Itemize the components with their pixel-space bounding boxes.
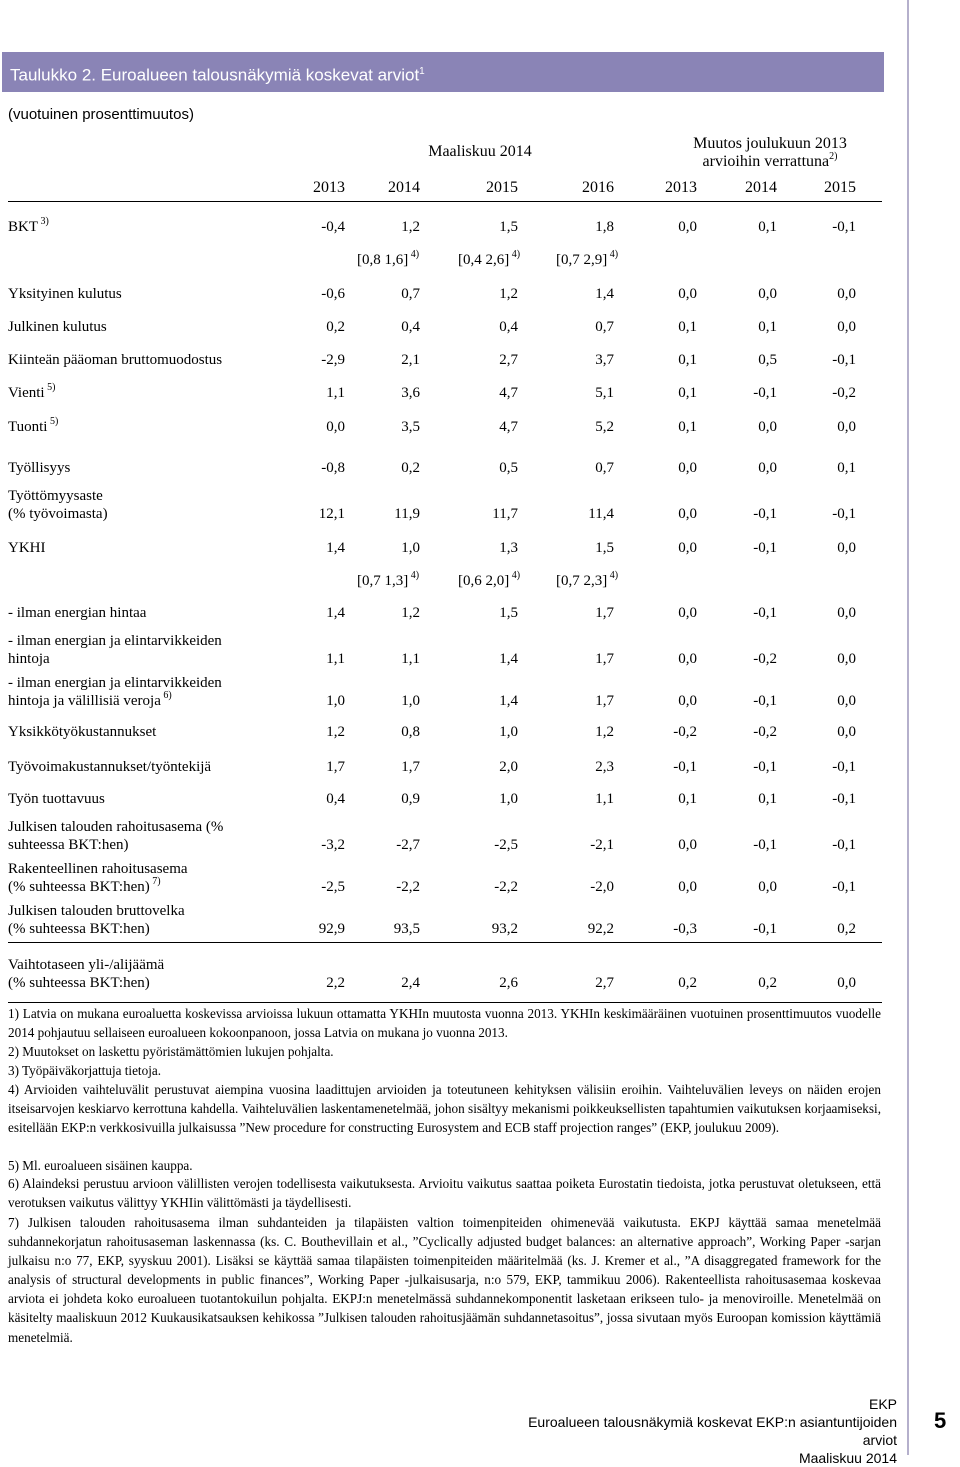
- table-cell: 2,3: [595, 759, 614, 775]
- footnote: 4) Arvioiden vaihteluvälit perustuvat aiempina vuosina laadittujen arvioiden ja toteutuneen kehityksen välisiin eroihin. Vaihteluvälien leveys on näiden erojen itseisarvojen keskiarvo kerrottuna kahdella. Vaihteluvälien laskentamenetelmää, johon sisältyy mekanismi poikkeuksellisten tapahtumien vaikutuksen korjaamiseksi, esitellään EKP:n verkkosivuilla julkaisussa ”New procedure for constructing Eurosystem and ECB staff projection ranges” (EKP, joulukuu 2009).: [8, 1082, 881, 1136]
- table-cell: 0,0: [678, 879, 697, 895]
- table-cell: 93,2: [491, 921, 518, 937]
- table-cell: -2,2: [494, 879, 518, 895]
- table-cell: 1,7: [595, 605, 614, 621]
- table-cell: 2,6: [499, 975, 518, 991]
- table-cell: 4,7: [499, 419, 518, 435]
- table-cell: 4,7: [499, 385, 518, 401]
- header-year: 2013: [313, 179, 345, 196]
- row-label: Rakenteellinen rahoitusasema (% suhteessa BKT:hen) $^{7)}$: [8, 861, 188, 895]
- table-cell: 0,0: [678, 219, 697, 235]
- table-cell: 1,1: [326, 651, 345, 667]
- table-cell: 1,2: [401, 219, 420, 235]
- table-cell: 0,0: [837, 975, 856, 991]
- table-cell: -2,0: [590, 879, 614, 895]
- range-cell: [0,7 1,3] $^{4)}$: [356, 570, 420, 589]
- header-year: 2013: [665, 179, 697, 196]
- table-cell: -0,1: [832, 506, 856, 522]
- table-cell: 1,8: [595, 219, 614, 235]
- row-label: Työvoimakustannukset/työntekijä: [8, 759, 212, 775]
- table-cell: -0,8: [321, 460, 345, 476]
- table-cell: 1,4: [326, 605, 345, 621]
- header-rule: [8, 201, 882, 202]
- table-rule-bottom: [8, 1002, 882, 1003]
- table-cell: 0,7: [595, 319, 614, 335]
- table-cell: 0,1: [837, 460, 856, 476]
- table-cell: -0,1: [832, 352, 856, 368]
- table-cell: -0,1: [753, 693, 777, 709]
- table-cell: 1,2: [326, 724, 345, 740]
- table-title-text: Taulukko 2. Euroalueen talousnäkymiä koskevat arviot: [10, 65, 420, 85]
- range-cell: [0,8 1,6] $^{4)}$: [356, 249, 420, 268]
- table-cell: 5,2: [595, 419, 614, 435]
- table-cell: 1,5: [595, 540, 614, 556]
- table-cell: 92,2: [587, 921, 614, 937]
- table-cell: 0,0: [837, 419, 856, 435]
- table-cell: 1,7: [595, 651, 614, 667]
- table-cell: 0,1: [758, 219, 777, 235]
- footnote: 3) Työpäiväkorjattuja tietoja.: [8, 1063, 162, 1078]
- table-cell: 11,4: [588, 506, 614, 522]
- table-cell: 1,4: [499, 651, 518, 667]
- table-cell: -0,1: [753, 759, 777, 775]
- table-cell: 1,0: [499, 724, 518, 740]
- footnote: 6) Alaindeksi perustuu arvioon välillisten verojen todellisesta vaikutuksesta. Arvioitu vaikutus saattaa poiketa Eurostatin tiedoista, jotka perustuvat oletukseen, että verotuksen vaikutus välittyy YKHIin välittömästi ja täydellisesti.: [8, 1176, 881, 1211]
- table-cell: 0,0: [758, 879, 777, 895]
- table-cell: -2,5: [321, 879, 345, 895]
- table-cell: 0,0: [678, 837, 697, 853]
- table-cell: 0,0: [678, 651, 697, 667]
- footnote: 1) Latvia on mukana euroaluetta koskevissa arvioissa lukuun ottamatta YKHIn muutosta vuonna 2013. YKHIn keskimääräinen vuotuinen prosenttimuutos vuodelle 2014 pohjautuu sellaiseen euroalueen kokoonpanoon, jossa Latvia on mukana jo vuonna 2013.: [8, 1006, 881, 1041]
- table-cell: 0,7: [401, 286, 420, 302]
- table-cell: 1,1: [401, 651, 420, 667]
- footer-publication: Euroalueen talousnäkymiä koskevat EKP:n asiantuntijoiden arviot: [528, 1414, 897, 1448]
- table-cell: 0,0: [678, 506, 697, 522]
- table-cell: -2,7: [396, 837, 420, 853]
- row-label: Työllisyys: [8, 460, 71, 476]
- table-cell: -0,1: [832, 837, 856, 853]
- table-cell: -0,1: [753, 540, 777, 556]
- table-cell: 0,0: [678, 693, 697, 709]
- page-edge-rule: [907, 0, 909, 1455]
- table-cell: 0,2: [678, 975, 697, 991]
- page-footer: [500, 1395, 897, 1467]
- table-cell: -0,3: [673, 921, 697, 937]
- table-cell: 0,4: [326, 791, 345, 807]
- table-cell: -0,1: [753, 837, 777, 853]
- table-cell: 1,7: [595, 693, 614, 709]
- table-cell: 1,7: [401, 759, 420, 775]
- table-cell: 1,1: [595, 791, 614, 807]
- header-year: 2015: [824, 179, 856, 196]
- row-label: Tuonti $^{5)}$: [8, 416, 59, 435]
- header-year: 2016: [582, 179, 614, 196]
- table-cell: 5,1: [595, 385, 614, 401]
- table-cell: -0,1: [832, 759, 856, 775]
- footnote: 7) Julkisen talouden rahoitusasema ilman suhdanteiden ja tilapäisten valtion toimenpiteiden ohimenevää vaikutusta. EKPJ käyttää samaa menetelmää suhdannekorjatun rahoitusaseman laskennassa (ks. C. Bouthevillain et al., ”Cyclically adjusted budget balances: an alternative approach”, Working Paper -sarjan julkaisu n:o 77, EKP, syyskuu 2001). Lisäksi se käyttää samaa tilapäisten toimenpiteiden määritelmää (ks. J. Kremer et al., ”A disaggregated framework for the analysis of structural developments in public finances”, Working Paper -julkaisusarja, n:o 579, EKP, tammikuu 2006). Rakenteellista rahoitusasemaa koskevaa arviota ei johdeta koko euroalueen tuotantokuilun pohjalta. EKPJ:n menetelmässä suhdannekomponentit lasketaan erikseen tulo- ja menoviroille. Menetelmää on käsitelty maaliskuun 2012 Kuukausikatsauksen kehikossa ”Julkisen talouden rahoitusjäämän suhdannetasoitus”, jossa sivutaan myös Euroopan komission käyttämiä menetelmiä.: [8, 1215, 881, 1345]
- footnote: 2) Muutokset on laskettu pyöristämättömien lukujen pohjalta.: [8, 1044, 334, 1059]
- table-cell: 1,4: [499, 693, 518, 709]
- table-cell: 3,5: [401, 419, 420, 435]
- table-cell: 1,0: [326, 693, 345, 709]
- table-cell: -0,2: [753, 651, 777, 667]
- table-cell: 0,2: [326, 319, 345, 335]
- row-label: - ilman energian ja elintarvikkeiden hintoja: [8, 633, 222, 667]
- range-cell: [0,7 2,3] $^{4)}$: [555, 570, 619, 589]
- table-cell: -0,2: [673, 724, 697, 740]
- table-cell: 1,3: [499, 540, 518, 556]
- table-cell: 0,0: [678, 540, 697, 556]
- table-cell: 2,2: [326, 975, 345, 991]
- table-cell: 0,0: [837, 605, 856, 621]
- row-label: Yksikkötyökustannukset: [8, 724, 157, 740]
- table-cell: 1,0: [499, 791, 518, 807]
- table-cell: 0,0: [758, 286, 777, 302]
- table-cell: 1,0: [401, 540, 420, 556]
- table-cell: 0,0: [837, 540, 856, 556]
- table-cell: 0,5: [758, 352, 777, 368]
- table-cell: -0,6: [321, 286, 345, 302]
- table-cell: 1,5: [499, 605, 518, 621]
- row-label: Vienti $^{5)}$: [8, 382, 56, 401]
- footer-ekp: EKP: [868, 1396, 897, 1412]
- table-cell: -0,4: [321, 219, 345, 235]
- table-cell: 0,0: [678, 460, 697, 476]
- table-cell: 2,1: [401, 352, 420, 368]
- table-cell: 0,2: [758, 975, 777, 991]
- table-cell: 3,7: [595, 352, 614, 368]
- table-cell: 0,1: [678, 319, 697, 335]
- table-cell: 1,5: [499, 219, 518, 235]
- footnote: 5) Ml. euroalueen sisäinen kauppa.: [8, 1158, 193, 1173]
- table-cell: -2,5: [494, 837, 518, 853]
- table-cell: 0,0: [326, 419, 345, 435]
- table-cell: 11,9: [394, 506, 420, 522]
- table-cell: 0,1: [758, 791, 777, 807]
- row-label: Kiinteän pääoman bruttomuodostus: [8, 352, 223, 368]
- table-cell: 1,7: [326, 759, 345, 775]
- table-cell: 1,0: [401, 693, 420, 709]
- table-cell: -0,1: [673, 759, 697, 775]
- table-subtitle: (vuotuinen prosenttimuutos): [8, 106, 194, 123]
- table-cell: 2,0: [499, 759, 518, 775]
- table-cell: 0,0: [678, 286, 697, 302]
- table-cell: 0,8: [401, 724, 420, 740]
- table-cell: -0,2: [753, 724, 777, 740]
- table-cell: 0,1: [678, 791, 697, 807]
- row-label: - ilman energian hintaa: [8, 605, 147, 621]
- table-cell: 0,9: [401, 791, 420, 807]
- range-cell: [0,7 2,9] $^{4)}$: [555, 249, 619, 268]
- title-footnote-ref: 1: [419, 66, 425, 77]
- header-group-change-line2: arvioihin verrattuna$^{2)}$: [702, 151, 838, 170]
- table-cell: 1,2: [595, 724, 614, 740]
- header-year: 2014: [388, 179, 420, 196]
- range-cell: [0,6 2,0] $^{4)}$: [457, 570, 521, 589]
- footer-date: Maaliskuu 2014: [798, 1450, 897, 1466]
- table-cell: 0,0: [758, 419, 777, 435]
- table-cell: -2,1: [590, 837, 614, 853]
- row-label: YKHI: [8, 540, 46, 556]
- table-cell: 0,0: [837, 319, 856, 335]
- table-cell: -2,2: [396, 879, 420, 895]
- table-cell: 12,1: [318, 506, 345, 522]
- table-cell: 0,0: [837, 286, 856, 302]
- table-cell: 0,5: [499, 460, 518, 476]
- range-cell: [0,4 2,6] $^{4)}$: [457, 249, 521, 268]
- row-label: - ilman energian ja elintarvikkeiden hintoja ja välillisiä veroja $^{6)}$: [8, 675, 222, 709]
- table-cell: 0,1: [678, 385, 697, 401]
- table-cell: 2,4: [401, 975, 420, 991]
- page-number: 5: [934, 1408, 947, 1433]
- table-cell: 0,0: [837, 724, 856, 740]
- table-cell: 2,7: [499, 352, 518, 368]
- table-cell: -0,1: [753, 385, 777, 401]
- table-cell: 0,0: [837, 693, 856, 709]
- table-cell: 1,4: [595, 286, 614, 302]
- table-cell: -0,1: [832, 879, 856, 895]
- row-label: Työn tuottavuus: [8, 791, 105, 807]
- table-cell: 0,0: [837, 651, 856, 667]
- row-label: Vaihtotaseen yli-/alijäämä (% suhteessa BKT:hen): [8, 957, 165, 991]
- table-cell: 0,1: [678, 419, 697, 435]
- row-label: Työttömyysaste (% työvoimasta): [8, 488, 108, 522]
- table-cell: 92,9: [318, 921, 345, 937]
- table-cell: -0,2: [832, 385, 856, 401]
- table-cell: 0,0: [758, 460, 777, 476]
- table-cell: -0,1: [753, 506, 777, 522]
- table-cell: -0,1: [753, 921, 777, 937]
- table-cell: 0,1: [678, 352, 697, 368]
- table-cell: -3,2: [321, 837, 345, 853]
- table-cell: 1,4: [326, 540, 345, 556]
- header-group-march-2014: Maaliskuu 2014: [428, 143, 532, 160]
- header-year: 2015: [486, 179, 518, 196]
- table-cell: 1,2: [499, 286, 518, 302]
- table-title: [2, 52, 884, 92]
- row-label: Julkisen talouden rahoitusasema (% suhteessa BKT:hen): [8, 819, 224, 853]
- table-cell: 0,4: [499, 319, 518, 335]
- table-cell: 1,2: [401, 605, 420, 621]
- table-cell: 0,1: [758, 319, 777, 335]
- table-cell: 1,1: [326, 385, 345, 401]
- table-cell: -0,1: [832, 219, 856, 235]
- row-label: BKT $^{3)}$: [8, 216, 49, 235]
- header-group-change-line1: Muutos joulukuun 2013: [693, 135, 847, 152]
- table-cell: -0,1: [753, 605, 777, 621]
- table-cell: 0,0: [678, 605, 697, 621]
- table-cell: 0,2: [837, 921, 856, 937]
- table-cell: 11,7: [492, 506, 518, 522]
- table-cell: 93,5: [393, 921, 420, 937]
- table-cell: 0,2: [401, 460, 420, 476]
- table-cell: -0,1: [832, 791, 856, 807]
- header-year: 2014: [745, 179, 777, 196]
- table-cell: 0,7: [595, 460, 614, 476]
- row-label: Yksityinen kulutus: [8, 286, 122, 302]
- table-cell: 3,6: [401, 385, 420, 401]
- table-cell: 2,7: [595, 975, 614, 991]
- table-rule-lower: [8, 942, 882, 943]
- row-label: Julkinen kulutus: [8, 319, 107, 335]
- table-cell: -2,9: [321, 352, 345, 368]
- table-cell: 0,4: [401, 319, 420, 335]
- row-label: Julkisen talouden bruttovelka (% suhteessa BKT:hen): [8, 903, 185, 937]
